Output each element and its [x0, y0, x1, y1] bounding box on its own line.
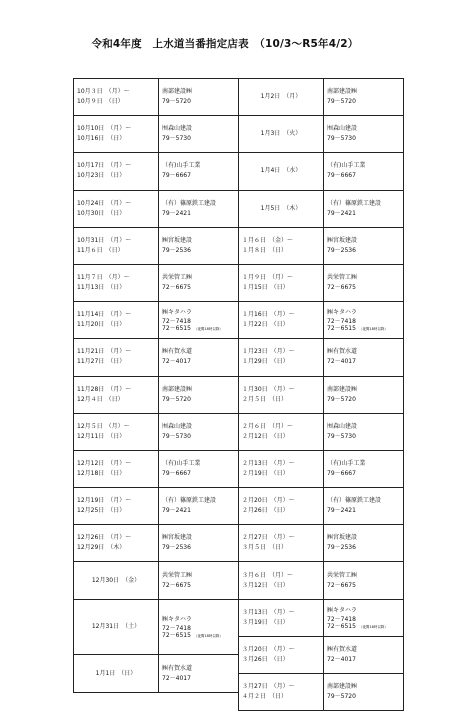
- date-start: 11月14日 （月）～: [77, 311, 132, 319]
- date-start: ３月13日 （月）～: [242, 608, 295, 616]
- shop-phone: 72－7418: [327, 318, 356, 326]
- right-date-cell: [239, 636, 324, 673]
- right-shop-cell: [324, 450, 404, 487]
- right-shop-cell: [324, 116, 404, 153]
- right-shop-cell: [324, 636, 404, 673]
- roster-row-unit: [74, 376, 404, 385]
- date-single: 1月1日 （日）: [95, 669, 137, 677]
- shop-name: ㈱キタハラ: [162, 309, 192, 317]
- left-date-cell: [74, 79, 159, 116]
- roster-row-unit: [74, 562, 404, 571]
- right-date-cell: [239, 599, 324, 636]
- date-start: １月９日 （月）～: [242, 274, 294, 282]
- shop-name: ㈲森山建設: [162, 422, 193, 430]
- date-start: ３月20日 （月）～: [242, 645, 295, 653]
- right-date-cell: [239, 302, 324, 339]
- left-date-cell: [74, 153, 159, 190]
- roster-row-unit: [74, 227, 404, 236]
- shop-phone: 79－5720: [327, 395, 356, 403]
- left-shop-cell: [159, 227, 239, 264]
- right-date-cell: [239, 376, 324, 413]
- left-date-cell: [74, 227, 159, 264]
- date-end: ３月26日 （日）: [242, 655, 289, 663]
- shop-phone: 79－5720: [327, 98, 356, 106]
- duty-roster-table: [73, 78, 404, 711]
- right-shop-cell: [324, 488, 404, 525]
- date-start: ３月６日 （月）～: [242, 571, 294, 579]
- date-end: ２月５日 （日）: [242, 395, 288, 403]
- left-date-cell: [74, 264, 159, 301]
- left-shop-cell: [159, 116, 239, 153]
- date-end: ２月26日 （日）: [242, 507, 289, 515]
- date-end: 10月９日 （日）: [77, 98, 124, 106]
- roster-row-unit: [74, 302, 404, 311]
- shop-name: ㈱有賀水道: [327, 348, 358, 356]
- date-start: 10月17日 （月）～: [77, 162, 132, 170]
- shop-phone: 79－2421: [327, 209, 356, 217]
- date-start: 12月12日 （月）～: [77, 459, 132, 467]
- date-end: ２月12日 （日）: [242, 432, 289, 440]
- date-start: 12月５日 （月）～: [77, 422, 130, 430]
- left-date-cell: [74, 525, 159, 562]
- shop-phone: 79－5720: [162, 98, 191, 106]
- shop-phone: 79－5720: [162, 395, 191, 403]
- date-start: ２月20日 （月）～: [242, 497, 295, 505]
- date-end: １月22日 （日）: [242, 321, 289, 329]
- shop-phone-night: 72－6515 （夜間18時以降）: [327, 622, 388, 630]
- right-date-cell: [239, 674, 324, 711]
- date-end: ３月12日 （日）: [242, 581, 289, 589]
- shop-phone: 79－5730: [162, 135, 191, 143]
- roster-row-unit: [74, 450, 404, 459]
- night-note: （夜間18時以降）: [193, 327, 223, 332]
- night-note: （夜間18時以降）: [358, 327, 388, 332]
- right-date-cell: [239, 79, 324, 116]
- shop-name: 南部建設㈱: [327, 683, 358, 691]
- night-note: （夜間18時以降）: [193, 634, 223, 639]
- date-start: 12月19日 （月）～: [77, 497, 132, 505]
- shop-name: ㈲森山建設: [327, 125, 358, 133]
- shop-name: 南部建設㈱: [162, 88, 193, 96]
- shop-phone: 72－7418: [327, 615, 356, 623]
- left-shop-cell: [159, 413, 239, 450]
- shop-name: 南部建設㈱: [162, 385, 193, 393]
- right-date-cell: [239, 413, 324, 450]
- shop-name: （有)山手工業: [162, 459, 201, 467]
- roster-row-unit: [74, 488, 404, 497]
- shop-name: ㈲森山建設: [162, 125, 193, 133]
- shop-phone: 79－2421: [162, 209, 191, 217]
- shop-name: 共栄管工㈱: [162, 571, 193, 579]
- shop-phone: 79－2536: [162, 246, 191, 254]
- date-start: ２月13日 （月）～: [242, 459, 295, 467]
- shop-name: （有）篠原鉄工建設: [327, 497, 382, 505]
- date-end: １月29日 （日）: [242, 358, 289, 366]
- right-date-cell: [239, 264, 324, 301]
- date-start: ２月27日 （月）～: [242, 534, 295, 542]
- right-date-cell: [239, 116, 324, 153]
- right-shop-cell: [324, 674, 404, 711]
- date-end: 11月27日 （日）: [77, 358, 126, 366]
- left-shop-cell: [159, 190, 239, 227]
- shop-phone: 72－6675: [327, 284, 356, 292]
- shop-phone: 72－4017: [162, 358, 191, 366]
- date-end: 12月４日 （日）: [77, 395, 124, 403]
- duty-roster-table-wrap: [73, 78, 404, 711]
- date-start: 10月31日 （月）～: [77, 236, 132, 244]
- right-date-cell: [239, 525, 324, 562]
- roster-row-unit: [74, 116, 404, 125]
- shop-phone-night: 72－6515 （夜間18時以降）: [327, 325, 388, 333]
- date-start: １月23日 （月）～: [242, 348, 295, 356]
- date-single: 1月5日 （木）: [260, 204, 302, 212]
- shop-name: ㈱キタハラ: [162, 616, 192, 624]
- date-start: 11月７日 （月）～: [77, 274, 130, 282]
- date-start: 12月26日 （月）～: [77, 534, 132, 542]
- right-shop-cell: [324, 264, 404, 301]
- date-end: 10月30日 （日）: [77, 209, 126, 217]
- shop-name: 共栄管工㈱: [327, 274, 358, 282]
- date-end: 12月18日 （日）: [77, 469, 126, 477]
- shop-phone: 79－2536: [162, 544, 191, 552]
- shop-phone: 79－2536: [327, 544, 356, 552]
- date-start: 10月10日 （月）～: [77, 125, 132, 133]
- date-start: １月16日 （月）～: [242, 311, 295, 319]
- page-title: 令和4年度 上水道当番指定店表 （10/3～R5年4/2）: [91, 38, 359, 50]
- date-start: 10月３日 （月）～: [77, 88, 130, 96]
- left-date-cell: [74, 116, 159, 153]
- left-date-cell: [74, 599, 159, 655]
- shop-phone: 72－4017: [327, 655, 356, 663]
- left-shop-cell: [159, 450, 239, 487]
- shop-name: （有)山手工業: [162, 162, 201, 170]
- left-shop-cell: [159, 525, 239, 562]
- left-shop-cell: [159, 153, 239, 190]
- date-start: １月６日 （金）～: [242, 236, 294, 244]
- shop-name: （有）篠原鉄工建設: [162, 199, 217, 207]
- left-date-cell: [74, 562, 159, 599]
- left-shop-cell: [159, 562, 239, 599]
- right-shop-cell: [324, 302, 404, 339]
- date-end: 12月25日 （日）: [77, 507, 126, 515]
- date-single: 1月2日 （月）: [260, 93, 302, 101]
- shop-phone: 79－5730: [327, 135, 356, 143]
- date-end: ３月19日 （日）: [242, 618, 289, 626]
- shop-phone: 79－5720: [327, 693, 356, 701]
- left-shop-cell: [159, 79, 239, 116]
- left-shop-cell: [159, 599, 239, 655]
- shop-name: ㈱宮坂建設: [162, 534, 193, 542]
- shop-phone: 72－4017: [327, 358, 356, 366]
- shop-name: ㈱有賀水道: [162, 348, 193, 356]
- shop-phone: 79－6667: [327, 469, 356, 477]
- shop-name: ㈱宮坂建設: [327, 236, 358, 244]
- left-date-cell: [74, 190, 159, 227]
- date-single: 1月3日 （火）: [260, 130, 302, 138]
- left-shop-cell: [159, 264, 239, 301]
- roster-row-unit: [74, 190, 404, 199]
- right-shop-cell: [324, 599, 404, 636]
- right-date-cell: [239, 227, 324, 264]
- right-shop-cell: [324, 190, 404, 227]
- shop-name: 共栄管工㈱: [327, 571, 358, 579]
- shop-phone: 72－7418: [162, 625, 191, 633]
- shop-name: ㈱有賀水道: [327, 645, 358, 653]
- shop-name: ㈱有賀水道: [162, 664, 193, 672]
- shop-phone: 79－5730: [327, 432, 356, 440]
- left-shop-cell: [159, 655, 239, 692]
- date-end: １月15日 （日）: [242, 284, 289, 292]
- right-date-cell: [239, 153, 324, 190]
- left-shop-cell: [159, 302, 239, 339]
- shop-phone: 72－6675: [327, 581, 356, 589]
- right-shop-cell: [324, 339, 404, 376]
- left-date-cell: [74, 413, 159, 450]
- date-single: 1月4日 （水）: [260, 167, 302, 175]
- date-end: 11月６日 （日）: [77, 246, 124, 254]
- right-date-cell: [239, 190, 324, 227]
- shop-phone: 72－4017: [162, 674, 191, 682]
- date-start: 10月24日 （月）～: [77, 199, 132, 207]
- date-end: 12月11日 （日）: [77, 432, 126, 440]
- shop-phone-night: 72－6515 （夜間18時以降）: [162, 632, 223, 640]
- right-date-cell: [239, 562, 324, 599]
- left-date-cell: [74, 655, 159, 692]
- date-end: 10月23日 （日）: [77, 172, 126, 180]
- shop-phone: 72－6675: [162, 581, 191, 589]
- right-shop-cell: [324, 79, 404, 116]
- right-shop-cell: [324, 562, 404, 599]
- date-single: 12月31日 （土）: [91, 623, 141, 631]
- left-date-cell: [74, 339, 159, 376]
- date-start: ２月６日 （月）～: [242, 422, 294, 430]
- right-shop-cell: [324, 153, 404, 190]
- night-note: （夜間18時以降）: [358, 624, 388, 629]
- right-shop-cell: [324, 413, 404, 450]
- shop-phone: 72－7418: [162, 318, 191, 326]
- shop-name: （有)山手工業: [327, 162, 366, 170]
- shop-name: （有）篠原鉄工建設: [162, 497, 217, 505]
- date-end: ２月19日 （日）: [242, 469, 289, 477]
- shop-name: ㈱キタハラ: [327, 309, 357, 317]
- roster-row-unit: [74, 79, 404, 88]
- right-shop-cell: [324, 525, 404, 562]
- shop-phone: 72－6675: [162, 284, 191, 292]
- shop-phone: 79－6667: [162, 469, 191, 477]
- right-shop-cell: [324, 227, 404, 264]
- date-end: ３月５日 （日）: [242, 544, 288, 552]
- date-start: 11月21日 （月）～: [77, 348, 132, 356]
- shop-phone: 79－5730: [162, 432, 191, 440]
- shop-name: ㈱宮坂建設: [162, 236, 193, 244]
- left-shop-cell: [159, 488, 239, 525]
- shop-name: ㈱宮坂建設: [327, 534, 358, 542]
- right-shop-cell: [324, 376, 404, 413]
- date-start: １月30日 （月）～: [242, 385, 295, 393]
- roster-row-unit: [74, 153, 404, 162]
- shop-name: ㈱キタハラ: [327, 606, 357, 614]
- date-start: 11月28日 （月）～: [77, 385, 132, 393]
- left-date-cell: [74, 450, 159, 487]
- date-end: 10月16日 （日）: [77, 135, 126, 143]
- left-date-cell: [74, 376, 159, 413]
- left-shop-cell: [159, 339, 239, 376]
- left-date-cell: [74, 488, 159, 525]
- roster-row-unit: [74, 339, 404, 348]
- shop-phone-night: 72－6515 （夜間18時以降）: [162, 325, 223, 333]
- right-date-cell: [239, 339, 324, 376]
- roster-row-unit: [74, 599, 404, 608]
- left-date-cell: [74, 302, 159, 339]
- shop-phone: 79－2421: [162, 507, 191, 515]
- left-shop-cell: [159, 376, 239, 413]
- date-end: 11月20日 （日）: [77, 321, 126, 329]
- shop-name: 南部建設㈱: [327, 385, 358, 393]
- date-end: １月８日 （日）: [242, 246, 288, 254]
- shop-name: 共栄管工㈱: [162, 274, 193, 282]
- shop-name: 南部建設㈱: [327, 88, 358, 96]
- shop-name: （有）篠原鉄工建設: [327, 199, 382, 207]
- shop-phone: 79－2536: [327, 246, 356, 254]
- shop-name: （有)山手工業: [327, 459, 366, 467]
- shop-phone: 79－6667: [162, 172, 191, 180]
- date-end: 12月29日 （木）: [77, 544, 126, 552]
- date-single: 12月30日 （金）: [91, 576, 141, 584]
- shop-phone: 79－6667: [327, 172, 356, 180]
- roster-row-unit: [74, 264, 404, 273]
- date-start: ３月27日 （月）～: [242, 683, 295, 691]
- date-end: ４月２日 （日）: [242, 693, 288, 701]
- right-date-cell: [239, 450, 324, 487]
- date-end: 11月13日 （日）: [77, 284, 126, 292]
- shop-name: ㈲森山建設: [327, 422, 358, 430]
- roster-row-unit: [74, 413, 404, 422]
- right-date-cell: [239, 488, 324, 525]
- shop-phone: 79－2421: [327, 507, 356, 515]
- roster-row-unit: [74, 525, 404, 534]
